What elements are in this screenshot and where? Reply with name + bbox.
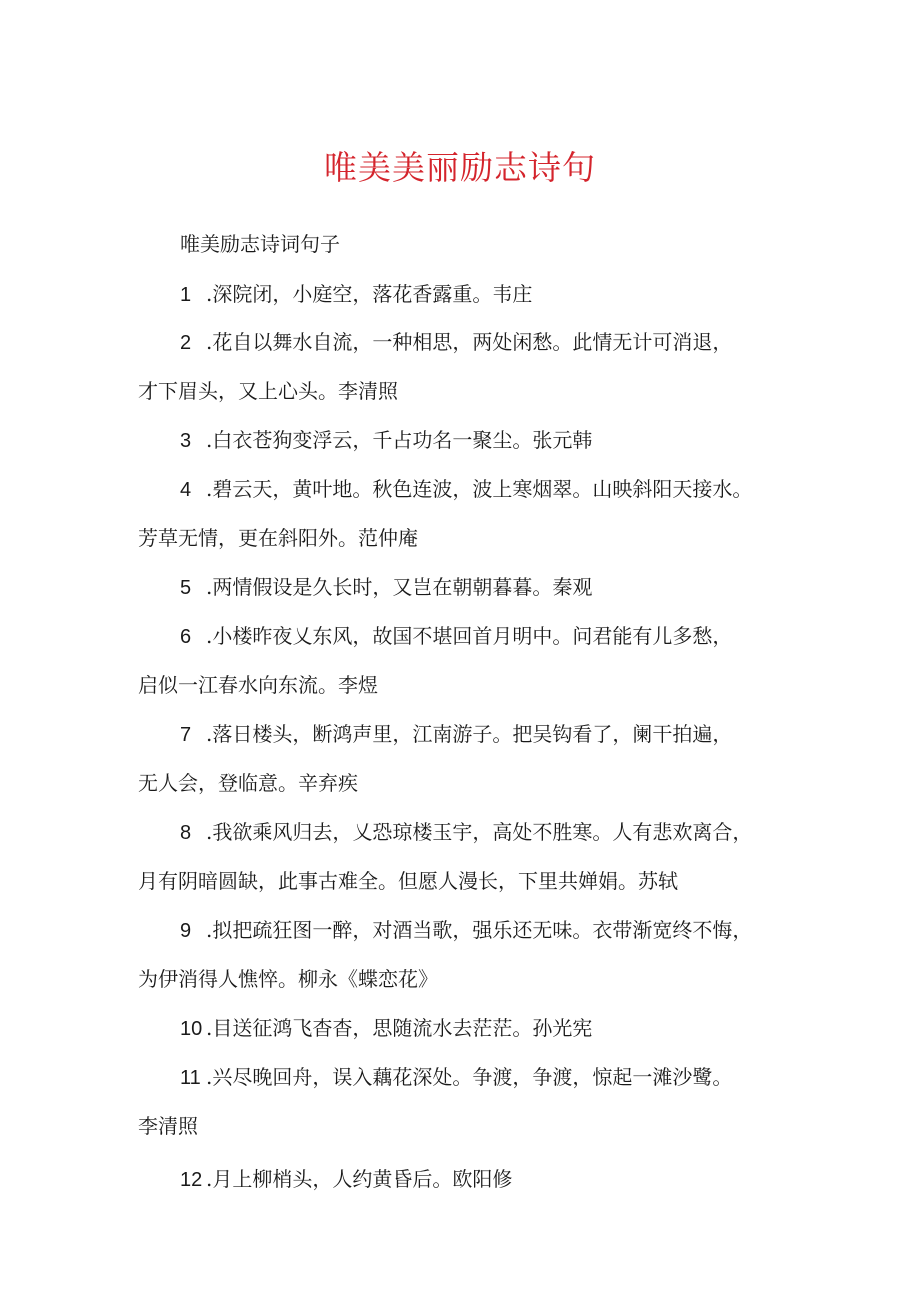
item-text: .落日楼头，断鸿声里，江南游子。把吴钩看了，阑干拍遍， (206, 722, 733, 746)
poem-item-8 (138, 808, 798, 905)
item-text: .两情假设是久长时，又岂在朝朝暮暮。秦观 (206, 575, 593, 599)
item-text-continued: 李清照 (138, 1114, 198, 1138)
item-number: 1 (180, 284, 192, 306)
item-text: .月上柳梢头，人约黄昏后。欧阳修 (206, 1167, 513, 1191)
item-number: 5 (180, 577, 192, 599)
poem-item-11 (138, 1053, 798, 1150)
item-text: .我欲乘风归去，乂恐琼楼玉宇，高处不胜寒。人有悲欢离合， (206, 820, 753, 844)
item-text: .碧云天，黄叶地。秋色连波，波上寒烟翠。山映斜阳天接水。 (206, 477, 753, 501)
item-number: 8 (180, 822, 192, 844)
item-number: 4 (180, 479, 192, 501)
item-number: 9 (180, 920, 192, 942)
item-number: 6 (180, 626, 192, 648)
document-title: 唯美美丽励志诗句 (324, 148, 596, 187)
item-text-continued: 为伊消得人憔悴。柳永《蝶恋花》 (138, 967, 438, 991)
poem-item-9 (138, 906, 798, 1003)
item-text: .白衣苍狗变浮云，千占功名一聚尘。张元韩 (206, 428, 593, 452)
item-number: 2 (180, 332, 192, 354)
item-text: .深院闭，小庭空，落花香露重。韦庄 (206, 282, 533, 306)
item-number: 10 (180, 1018, 203, 1040)
item-number: 12 (180, 1169, 203, 1191)
poem-item-1 (138, 270, 798, 319)
item-text-continued: 月有阴暗圆缺，此事古难全。但愿人漫长，下里共婵娟。苏轼 (138, 869, 678, 893)
poem-item-2 (138, 318, 798, 415)
poem-item-7 (138, 710, 798, 807)
poem-item-6 (138, 612, 798, 709)
item-text: .兴尽晚回舟，误入藕花深处。争渡，争渡，惊起一滩沙鹭。 (206, 1065, 733, 1089)
poem-item-12 (138, 1155, 798, 1204)
poem-item-10 (138, 1004, 798, 1053)
item-text-continued: 才下眉头，又上心头。李清照 (138, 379, 398, 403)
section-heading: 唯美励志诗词句子 (180, 232, 340, 256)
item-text-continued: 无人会，登临意。辛弃疾 (138, 771, 358, 795)
poem-item-3 (138, 416, 798, 465)
poem-item-4 (138, 465, 798, 562)
item-number: 7 (180, 724, 192, 746)
item-text-continued: 启似一江春水向东流。李煜 (138, 673, 378, 697)
item-text: .拟把疏狂图一醉，对酒当歌，强乐还无味。衣带渐宽终不悔， (206, 918, 753, 942)
item-number: 3 (180, 430, 192, 452)
item-text: .花自以舞水自流，一种相思，两处闲愁。此情无计可消退， (206, 330, 733, 354)
item-text: .目送征鸿飞杳杳，思随流水去茫茫。孙光宪 (206, 1016, 593, 1040)
item-text: .小楼昨夜乂东风，故国不堪回首月明中。问君能有儿多愁， (206, 624, 733, 648)
item-text-continued: 芳草无情，更在斜阳外。范仲庵 (138, 526, 418, 550)
item-number: 11 (180, 1067, 201, 1089)
poem-item-5 (138, 563, 798, 612)
